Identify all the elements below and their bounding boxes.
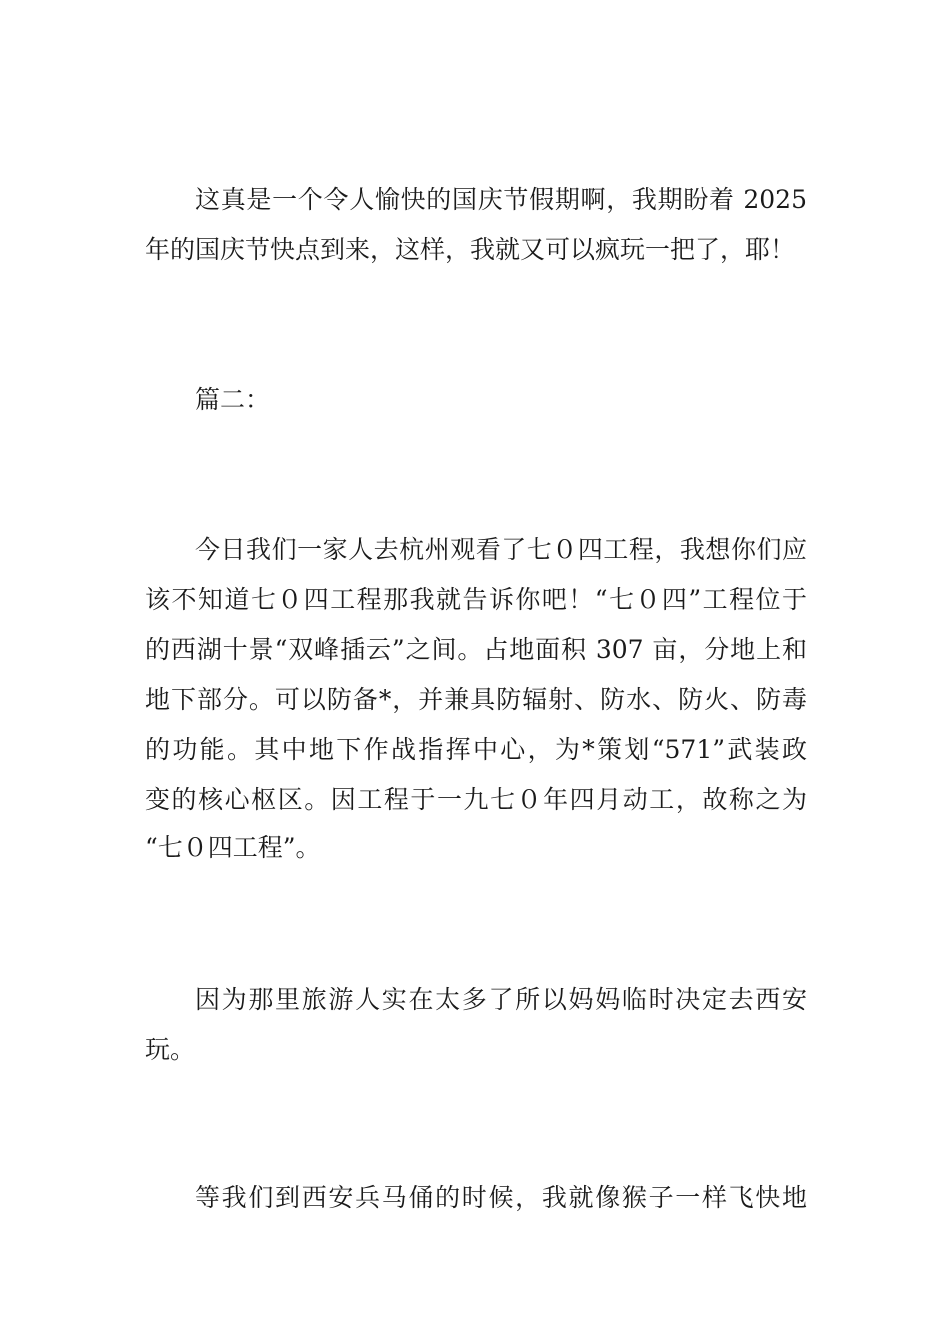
paragraph-line: 变的核心枢区。因工程于一九七０年四月动工，故称之为: [145, 785, 807, 814]
paragraph-line: 的西湖十景“双峰插云”之间。占地面积 307 亩，分地上和: [145, 635, 807, 664]
paragraph-line: 玩。: [145, 1035, 196, 1064]
paragraph-line: 该不知道七０四工程那我就告诉你吧！“七０四”工程位于: [145, 585, 807, 614]
paragraph-line: “七０四工程”。: [145, 833, 321, 862]
paragraph-line: 因为那里旅游人实在太多了所以妈妈临时决定去西安: [195, 985, 807, 1014]
heading-text: 篇二：: [195, 385, 271, 414]
paragraph-line: 的功能。其中地下作战指挥中心，为*策划“571”武装政: [145, 735, 807, 764]
paragraph-line: 今日我们一家人去杭州观看了七０四工程，我想你们应: [195, 535, 807, 564]
paragraph-line: 地下部分。可以防备*，并兼具防辐射、防水、防火、防毒: [145, 685, 807, 714]
paragraph-line: 年的国庆节快点到来，这样，我就又可以疯玩一把了，耶！: [145, 235, 796, 264]
paragraph-line: 等我们到西安兵马俑的时候，我就像猴子一样飞快地: [195, 1183, 807, 1212]
paragraph-line: 这真是一个令人愉快的国庆节假期啊，我期盼着 2025: [195, 185, 807, 214]
